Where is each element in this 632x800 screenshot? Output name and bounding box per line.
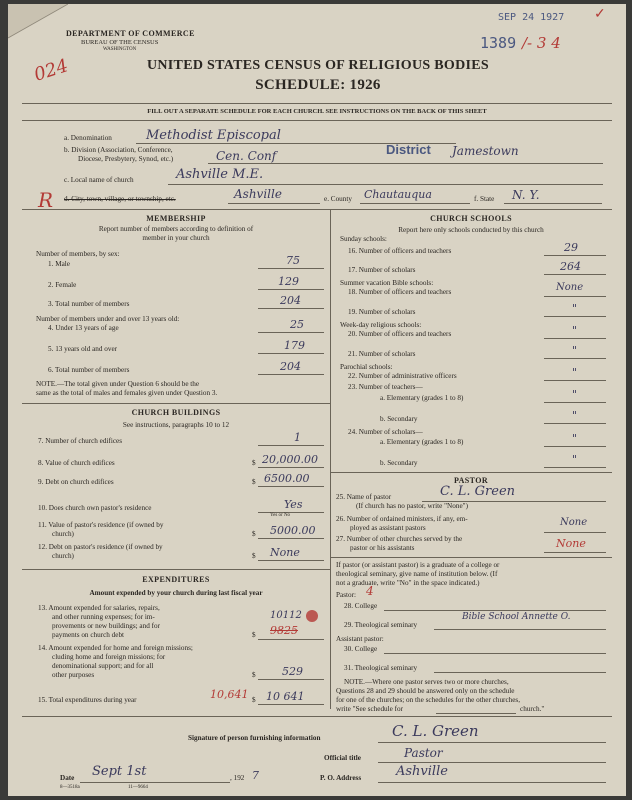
q12-line — [258, 560, 324, 561]
q23b-line — [544, 423, 606, 424]
division-line — [208, 163, 603, 164]
q8-label: 8. Value of church edifices — [38, 459, 115, 467]
q24a-line — [544, 446, 606, 447]
q12-dollar: $ — [252, 552, 256, 560]
pastor-note-line — [436, 713, 516, 714]
buildings-rule — [22, 403, 330, 404]
state-line — [504, 203, 602, 204]
q17-line — [544, 274, 606, 275]
section-rule-bottom — [22, 716, 612, 717]
signature-line — [378, 742, 606, 743]
q3-label: 3. Total number of members — [48, 300, 130, 308]
census-schedule-sheet — [8, 4, 626, 796]
official-title-line — [378, 762, 606, 763]
q10-value: Yes — [284, 498, 303, 511]
q23a-line — [544, 402, 606, 403]
q24-label: 24. Number of scholars— — [348, 428, 423, 436]
bureau-line: BUREAU OF THE CENSUS — [81, 39, 159, 46]
q27-label-1: 27. Number of other churches served by the — [336, 535, 463, 543]
city-line: WASHINGTON — [103, 47, 137, 52]
q21-line — [544, 358, 606, 359]
q13-value: 10112 — [270, 610, 302, 621]
q1-line — [258, 268, 324, 269]
column-divider — [330, 209, 331, 709]
pastor-subheading: Pastor: — [336, 591, 356, 599]
q11-line — [258, 538, 324, 539]
date-value: Sept 1st — [92, 764, 147, 779]
q11-value: 5000.00 — [270, 524, 316, 537]
q5-value: 179 — [284, 339, 305, 352]
q20-value: " — [572, 324, 578, 337]
date-label: Date — [60, 774, 75, 782]
pastor-heading: PASTOR — [453, 476, 489, 485]
membership-note-2: same as the total of males and females given under Question 3. — [36, 389, 218, 397]
q5-line — [258, 353, 324, 354]
q3-line — [258, 308, 324, 309]
po-address-label: P. O. Address — [320, 774, 362, 782]
file-number-stamp: 1389 — [480, 34, 517, 52]
q29-label: 29. Theological seminary — [344, 621, 418, 629]
q16-value: 29 — [564, 241, 578, 254]
q8-value: 20,000.00 — [262, 453, 318, 466]
pastor-rule — [330, 472, 612, 473]
q23b-value: " — [572, 409, 578, 422]
q15-value-2: 10 641 — [266, 690, 305, 703]
buildings-heading: CHURCH BUILDINGS — [131, 408, 221, 417]
q25-value: C. L. Green — [440, 484, 516, 499]
q24a-value: " — [572, 432, 578, 445]
age-heading: Number of members under and over 13 years old: — [36, 315, 180, 323]
q27-value: None — [556, 537, 586, 550]
graduate-note-2: theological seminary, give name of institution below. (If — [336, 570, 498, 578]
q13-label-4: payments on church debt — [52, 631, 125, 639]
q24a-label: a. Elementary (grades 1 to 8) — [380, 438, 464, 446]
q8-dollar: $ — [252, 459, 256, 467]
state-label: f. State — [474, 195, 495, 203]
q29-line — [434, 629, 606, 630]
q22-line — [544, 380, 606, 381]
q21-value: " — [572, 344, 578, 357]
q23a-value: " — [572, 388, 578, 401]
q26-value: None — [560, 517, 588, 528]
q30-line — [384, 653, 606, 654]
q20-line — [544, 338, 606, 339]
district-stamp: District — [386, 142, 431, 157]
q24b-line — [544, 467, 606, 468]
expenditures-rule — [22, 569, 330, 570]
file-number-hand: /- 3 4 — [522, 34, 561, 52]
q10-hint: Yes or No — [270, 513, 291, 518]
form-number: 8—3518a — [60, 785, 80, 790]
local-name-label: c. Local name of church — [64, 176, 134, 184]
q13-label-3: provements or new buildings; and for — [52, 622, 160, 630]
district-value: Jamestown — [452, 144, 519, 158]
membership-heading: MEMBERSHIP — [146, 214, 206, 223]
q19-label: 19. Number of scholars — [348, 308, 416, 316]
expenditures-sub: Amount expended by your church during last fiscal year — [89, 589, 263, 597]
county-line — [360, 203, 470, 204]
q11-dollar: $ — [252, 530, 256, 538]
year-prefix: , 192 — [230, 774, 245, 782]
county-label: e. County — [324, 195, 352, 203]
q12-value: None — [270, 546, 300, 559]
division-label-2: Diocese, Presbytery, Synod, etc.) — [78, 155, 174, 163]
official-title-label: Official title — [324, 754, 361, 762]
q14-value: 529 — [282, 665, 303, 678]
q4-label: 4. Under 13 years of age — [48, 324, 119, 332]
q25-hint: (If church has no pastor, write "None") — [356, 502, 468, 510]
state-value: N. Y. — [512, 188, 540, 202]
q19-value: " — [572, 302, 578, 315]
form-title: UNITED STATES CENSUS OF RELIGIOUS BODIES — [146, 58, 489, 73]
local-name-value: Ashville M.E. — [176, 167, 264, 182]
membership-sub-1: Report number of members according to definition of — [98, 225, 254, 233]
expenditures-heading: EXPENDITURES — [142, 575, 210, 584]
header-rule-top — [22, 103, 612, 104]
q23-label: 23. Number of teachers— — [348, 383, 423, 391]
q29-value: Bible School Annette O. — [462, 612, 571, 622]
q28-line — [384, 610, 606, 611]
q24b-label: b. Secondary — [380, 459, 418, 467]
denomination-value: Methodist Episcopal — [146, 128, 281, 143]
pastor-mark: 4 — [366, 584, 374, 598]
q22-value: " — [572, 366, 578, 379]
q5-label: 5. 13 years old and over — [48, 345, 118, 353]
q14-label-1: 14. Amount expended for home and foreign missions; — [38, 644, 193, 652]
q7-value: 1 — [294, 431, 301, 444]
local-name-line — [168, 184, 603, 185]
q23a-label: a. Elementary (grades 1 to 8) — [380, 394, 464, 402]
q2-label: 2. Female — [48, 281, 77, 289]
q9-label: 9. Debt on church edifices — [38, 478, 114, 486]
q14-label-3: denominational support; and for all — [52, 662, 154, 670]
q1-label: 1. Male — [48, 260, 70, 268]
members-by-sex-heading: Number of members, by sex: — [36, 250, 120, 258]
division-value: Cen. Conf — [216, 149, 277, 163]
year-value: 7 — [252, 769, 259, 782]
pastor-note-2: Questions 28 and 29 should be answered only on the schedule — [336, 687, 515, 695]
q4-line — [258, 332, 324, 333]
graduate-note-1: If pastor (or assistant pastor) is a graduate of a college or — [336, 561, 500, 569]
q13-line — [258, 639, 324, 640]
header-rule-bottom — [22, 120, 612, 121]
division-label-1: b. Division (Association, Conference, — [64, 146, 173, 154]
q7-line — [258, 445, 324, 446]
margin-mark-r: R — [38, 188, 54, 212]
q26-label-1: 26. Number of ordained ministers, if any, em- — [336, 515, 468, 523]
q8-line — [258, 467, 324, 468]
q17-label: 17. Number of scholars — [348, 266, 416, 274]
po-address-line — [378, 782, 606, 783]
q15-label: 15. Total expenditures during year — [38, 696, 137, 704]
q15-dollar: $ — [252, 696, 256, 704]
q14-label-4: other purposes — [52, 671, 95, 679]
section-rule-top — [22, 209, 612, 210]
signature-value: C. L. Green — [392, 722, 479, 740]
q11-label-2: church) — [52, 530, 74, 538]
city-line — [228, 203, 320, 204]
q20-label: 20. Number of officers and teachers — [348, 330, 452, 338]
separate-schedule-instruction: FILL OUT A SEPARATE SCHEDULE FOR EACH CHURCH. SEE INSTRUCTIONS ON THE BACK OF THIS SHEET — [147, 108, 487, 115]
pastor-note-5: church." — [520, 705, 545, 713]
q12-label-1: 12. Debt on pastor's residence (if owned by — [38, 543, 163, 551]
sunday-heading: Sunday schools: — [340, 235, 387, 243]
folded-corner — [8, 4, 68, 44]
q27-line — [544, 552, 606, 553]
q6-line — [258, 374, 324, 375]
q18-value: None — [556, 282, 584, 293]
received-date-stamp: SEP 24 1927 — [498, 12, 565, 23]
q16-line — [544, 255, 606, 256]
membership-note-1: NOTE.—The total given under Question 6 should be the — [36, 380, 200, 388]
q7-label: 7. Number of church edifices — [38, 437, 123, 445]
q9-value: 6500.00 — [264, 472, 310, 485]
q30-label: 30. College — [344, 645, 378, 653]
check-mark: ✓ — [594, 7, 606, 22]
city-label: d. City, town, village, or township, etc. — [64, 195, 176, 203]
q22-label: 22. Number of administrative officers — [348, 372, 457, 380]
q12-label-2: church) — [52, 552, 74, 560]
schools-sub: Report here only schools conducted by this church — [398, 226, 544, 234]
graduate-rule — [330, 557, 612, 558]
q11-label-1: 11. Value of pastor's residence (if owned by — [38, 521, 164, 529]
q6-value: 204 — [280, 360, 301, 373]
q4-value: 25 — [290, 318, 304, 331]
parochial-heading: Parochial schools: — [340, 363, 393, 371]
q31-label: 31. Theological seminary — [344, 664, 418, 672]
q13-label-1: 13. Amount expended for salaries, repairs, — [38, 604, 160, 612]
signature-label: Signature of person furnishing information — [188, 734, 321, 742]
q26-line — [544, 532, 606, 533]
pastor-note-3: for one of the churches; on the schedules for the other churches, — [336, 696, 521, 704]
q19-line — [544, 316, 606, 317]
q9-line — [258, 486, 324, 487]
q17-value: 264 — [560, 260, 581, 273]
q10-line — [258, 512, 324, 513]
county-value: Chautauqua — [364, 188, 432, 201]
q23b-label: b. Secondary — [380, 415, 418, 423]
q1-value: 75 — [286, 254, 300, 267]
city-value: Ashville — [234, 187, 282, 201]
schedule-title: SCHEDULE: 1926 — [255, 77, 381, 93]
pastor-note-1: NOTE.—Where one pastor serves two or more churches, — [344, 678, 509, 686]
graduate-note-3: not a graduate, write "No" in the space indicated.) — [336, 579, 480, 587]
q9-dollar: $ — [252, 478, 256, 486]
denomination-label: a. Denomination — [64, 134, 112, 142]
department-line: DEPARTMENT OF COMMERCE — [66, 29, 195, 38]
q10-label: 10. Does church own pastor's residence — [38, 504, 152, 512]
pastor-note-4: write "See schedule for — [336, 705, 403, 713]
q15-value: 10,641 — [210, 688, 249, 701]
assistant-subheading: Assistant pastor: — [336, 635, 384, 643]
q28-label: 28. College — [344, 602, 378, 610]
q31-line — [434, 672, 606, 673]
q18-label: 18. Number of officers and teachers — [348, 288, 452, 296]
date-line — [80, 782, 230, 783]
po-address-value: Ashville — [396, 764, 448, 779]
q6-label: 6. Total number of members — [48, 366, 130, 374]
q27-label-2: pastor or his assistants — [350, 544, 415, 552]
print-number: 11—9664 — [128, 785, 148, 790]
schools-heading: CHURCH SCHOOLS — [430, 214, 512, 223]
summer-heading: Summer vacation Bible schools: — [340, 279, 434, 287]
q2-line — [258, 289, 324, 290]
q13-label-2: and other running expenses; for im- — [52, 613, 155, 621]
q16-label: 16. Number of officers and teachers — [348, 247, 452, 255]
q18-line — [544, 296, 606, 297]
red-ink-blot — [306, 610, 318, 622]
membership-sub-2: member in your church — [142, 234, 210, 242]
q14-line — [258, 679, 324, 680]
q14-dollar: $ — [252, 671, 256, 679]
corner-mark: 024 — [31, 55, 71, 86]
official-title-value: Pastor — [404, 746, 443, 760]
q3-value: 204 — [280, 294, 301, 307]
weekday-heading: Week-day religious schools: — [340, 321, 422, 329]
q24b-value: " — [572, 453, 578, 466]
q26-label-2: ployed as assistant pastors — [350, 524, 426, 532]
q13-value-struck: 9825 — [270, 624, 298, 637]
q13-dollar: $ — [252, 631, 256, 639]
q21-label: 21. Number of scholars — [348, 350, 416, 358]
q14-label-2: cluding home and foreign missions; for — [52, 653, 166, 661]
q2-value: 129 — [278, 275, 299, 288]
q25-label: 25. Name of pastor — [336, 493, 392, 501]
buildings-sub: See instructions, paragraphs 10 to 12 — [122, 421, 230, 429]
q15-line — [258, 704, 324, 705]
